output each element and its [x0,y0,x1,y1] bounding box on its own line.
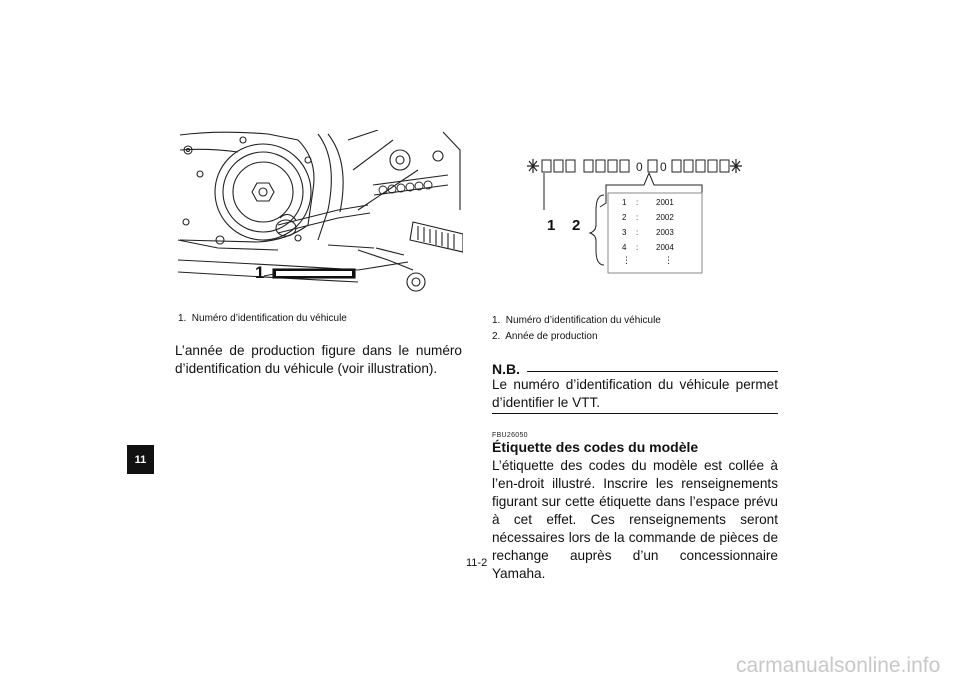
section-text: L’étiquette des codes du modèle est collée à l’en-droit illustré. Inscrire les renseignements figurant sur cette étiquette dans l’espace prévu à cet effet. Ces renseignements seront nécessaires lors de la commande de pièces de rechange auprès d’un concessionnaire Yamaha. [492,458,778,581]
left-paragraph: L’année de production figure dans le numéro d’identification du véhicule (voir illustration). [175,343,462,376]
watermark: carmanualsonline.info [736,654,941,677]
nb-rule-bottom [492,413,778,414]
table-row: 4 : 2004 [622,243,674,252]
nb-title: N.B. [492,361,520,377]
right-caption-1: 1. Numéro d’identification du véhicule [492,315,661,326]
section-title: Étiquette des codes du modèle [492,439,699,455]
section-code: FBU26050 [492,432,528,439]
table-row: 3 : 2003 [622,228,674,237]
page-number: 11-2 [466,557,488,569]
svg-text:0: 0 [660,160,667,174]
nb-rule-top [527,371,778,372]
chapter-tab: 11 [127,445,154,474]
right-caption-2: 2. Année de production [492,331,598,342]
year-code-table [622,198,674,268]
vin-callout-2: 2 [572,217,581,234]
table-row: ⋮ ⋮ [622,255,673,265]
left-caption [178,313,347,324]
svg-text:0: 0 [636,160,643,174]
engine-illustration [178,130,463,302]
caption-text: Numéro d’identification du véhicule [191,313,347,324]
table-row: 2 : 2002 [622,213,674,222]
figure-callout-1: 1 [255,263,265,282]
vin-callout-1: 1 [547,217,556,234]
nb-text: Le numéro d’identification du véhicule permet d’identifier le VTT. [492,377,778,410]
table-row: 1 : 2001 [622,198,674,207]
caption-number: 1. [178,313,187,324]
